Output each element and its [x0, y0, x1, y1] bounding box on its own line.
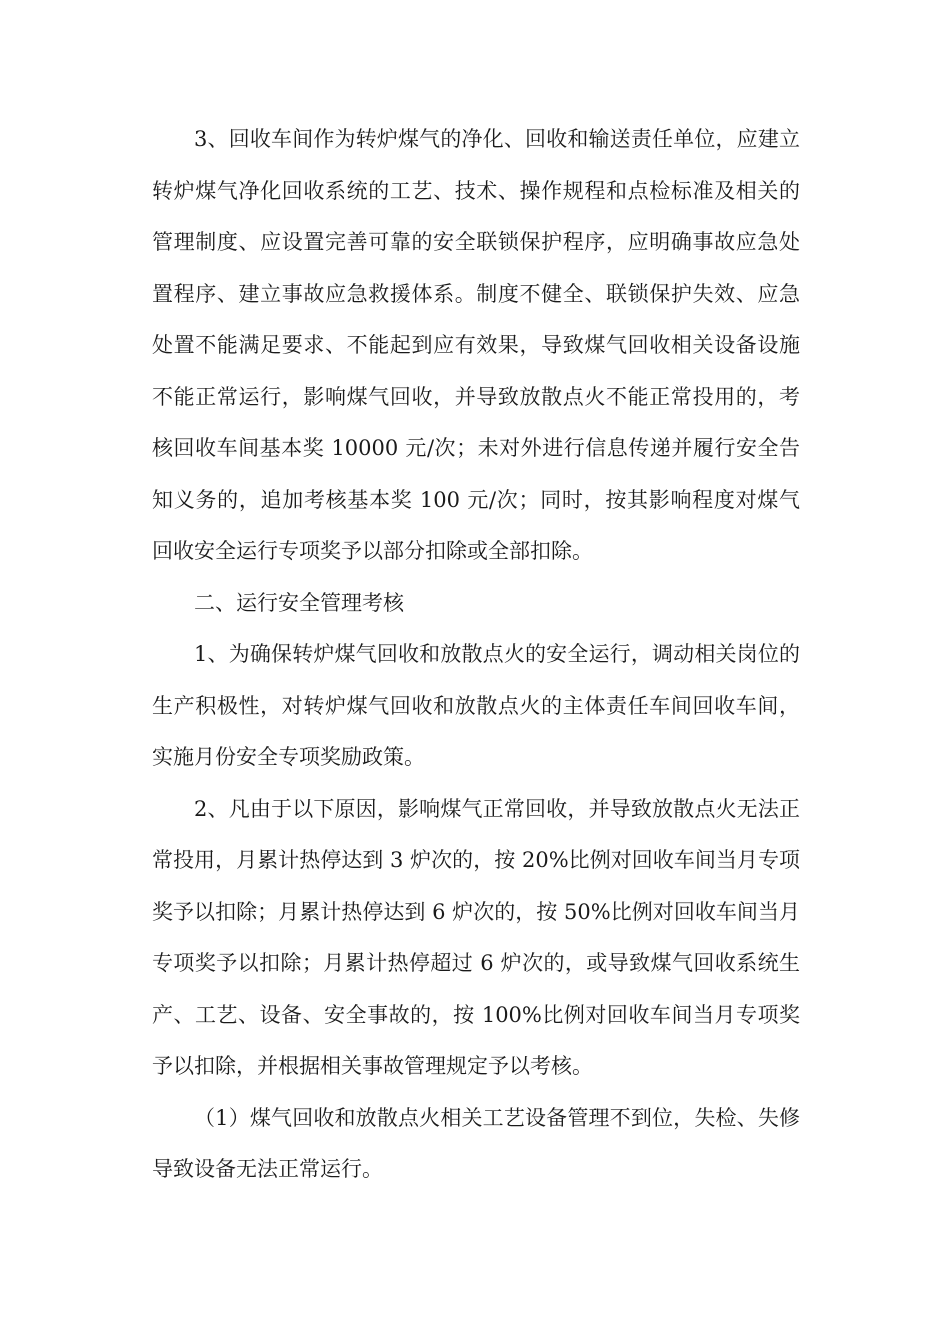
paragraph-monthly-safety-reward: 1、为确保转炉煤气回收和放散点火的安全运行，调动相关岗位的生产积极性，对转炉煤气回收和放散点火的主体责任车间回收车间，实施月份安全专项奖励政策。 [152, 642, 800, 769]
paragraph-deduction-rules: 2、凡由于以下原因，影响煤气正常回收，并导致放散点火无法正常投用，月累计热停达到 3 炉次的，按 20%比例对回收车间当月专项奖予以扣除；月累计热停达到 6 炉次的，按 50%比例对回收车间当月专项奖予以扣除；月累计热停超过 6 炉次的，或导致煤气回收系统生产、工艺、设备、安全事故的，按 100%比例对回收车间当月专项奖予以扣除，并根据相关事故管理规定予以考核。 [152, 796, 800, 1078]
section-heading-operation-safety: 二、运行安全管理考核 [194, 590, 404, 615]
document-body [152, 114, 800, 1196]
paragraph-item-1-equipment-management: （1）煤气回收和放散点火相关工艺设备管理不到位，失检、失修导致设备无法正常运行。 [152, 1105, 800, 1181]
paragraph-recovery-workshop-responsibility: 3、回收车间作为转炉煤气的净化、回收和输送责任单位，应建立转炉煤气净化回收系统的工艺、技术、操作规程和点检标准及相关的管理制度、应设置完善可靠的安全联锁保护程序，应明确事故应急处置程序、建立事故应急救援体系。制度不健全、联锁保护失效、应急处置不能满足要求、不能起到应有效果，导致煤气回收相关设备设施不能正常运行，影响煤气回收，并导致放散点火不能正常投用的，考核回收车间基本奖 10000 元/次；未对外进行信息传递并履行安全告知义务的，追加考核基本奖 100 元/次；同时，按其影响程度对煤气回收安全运行专项奖予以部分扣除或全部扣除。 [152, 127, 800, 563]
